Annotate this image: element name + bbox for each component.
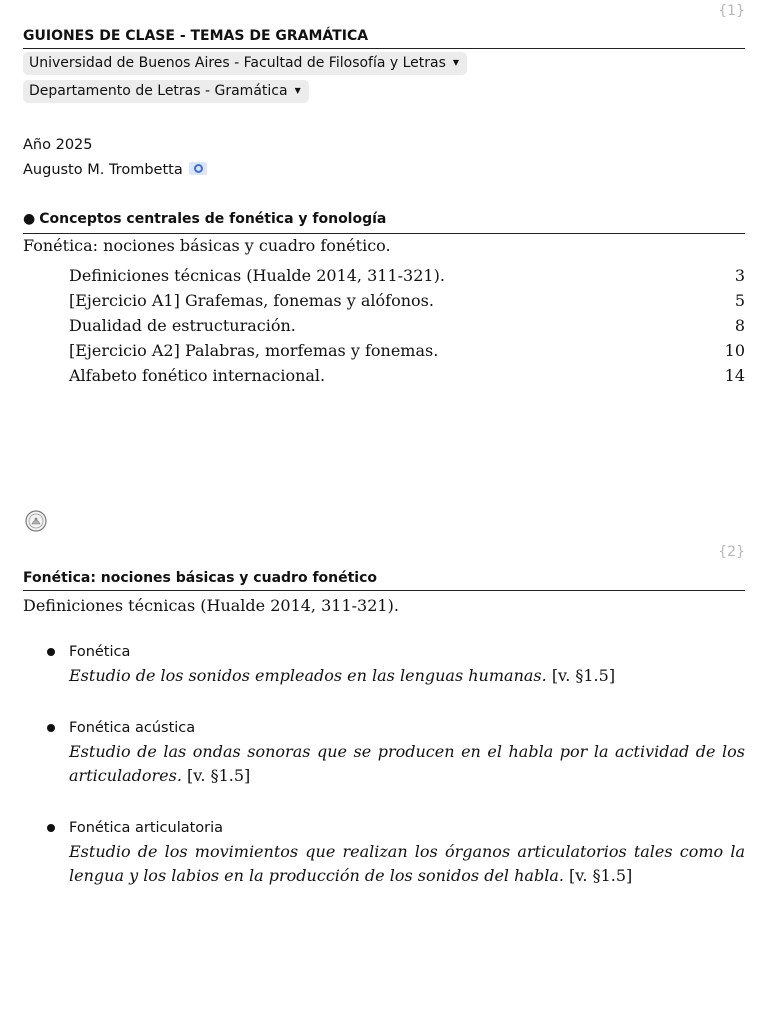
toc-entry[interactable] bbox=[69, 338, 745, 363]
section-subheading: Fonética: nociones básicas y cuadro fonético. bbox=[23, 236, 391, 255]
definition-reference: [v. §1.5] bbox=[187, 766, 251, 785]
toc-entry[interactable] bbox=[69, 363, 745, 388]
definition-list bbox=[23, 640, 745, 916]
section-heading bbox=[23, 210, 745, 234]
definition-description bbox=[69, 664, 745, 688]
definition-text: Estudio de las ondas sonoras que se producen en el habla por la actividad de los articuladores. bbox=[69, 742, 745, 785]
toc-entry-page: 3 bbox=[734, 266, 745, 285]
year: Año 2025 bbox=[23, 137, 93, 153]
definition-item bbox=[23, 816, 745, 888]
definition-description bbox=[69, 740, 745, 788]
department-chip[interactable] bbox=[23, 80, 309, 103]
bullet-icon bbox=[47, 724, 55, 732]
caret-down-icon: ▼ bbox=[452, 58, 460, 67]
page-title: Fonética: nociones básicas y cuadro fonético bbox=[23, 569, 745, 591]
definition-description bbox=[69, 840, 745, 888]
author-name: Augusto M. Trombetta bbox=[23, 162, 183, 178]
definition-term: Fonética articulatoria bbox=[69, 820, 224, 836]
toc-entry-title: Definiciones técnicas (Hualde 2014, 311-321). bbox=[69, 266, 445, 285]
toc-entry[interactable] bbox=[69, 263, 745, 288]
contact-icon[interactable] bbox=[189, 162, 207, 175]
toc-entry-page: 8 bbox=[734, 316, 745, 335]
toc-entry-page: 5 bbox=[734, 291, 745, 310]
toc-entry-page: 14 bbox=[724, 366, 745, 385]
toc-entry-title: Alfabeto fonético internacional. bbox=[69, 366, 326, 385]
university-chip-label: Universidad de Buenos Aires - Facultad de Filosofía y Letras bbox=[29, 55, 446, 71]
definition-text: Estudio de los movimientos que realizan los órganos articulatorios tales como la lengua y los labios en la producción de los sonidos del habla. bbox=[69, 842, 745, 885]
university-seal-icon bbox=[25, 510, 47, 532]
caret-down-icon: ▼ bbox=[294, 86, 301, 95]
toc-entry[interactable] bbox=[69, 288, 745, 313]
author-line bbox=[23, 160, 207, 180]
page-number: {1} bbox=[718, 3, 745, 19]
toc-entry-title: Dualidad de estructuración. bbox=[69, 316, 296, 335]
toc-entry-page: 10 bbox=[724, 341, 745, 360]
definition-item bbox=[23, 716, 745, 788]
definition-reference: [v. §1.5] bbox=[569, 866, 633, 885]
document-title: GUIONES DE CLASE - TEMAS DE GRAMÁTICA bbox=[23, 27, 745, 49]
definition-reference: [v. §1.5] bbox=[551, 666, 616, 685]
toc-entry[interactable] bbox=[69, 313, 745, 338]
university-chip[interactable] bbox=[23, 52, 467, 75]
toc-entry-title: [Ejercicio A1] Grafemas, fonemas y alófonos. bbox=[69, 291, 434, 310]
table-of-contents bbox=[69, 263, 745, 388]
section-heading-text: Conceptos centrales de fonética y fonología bbox=[39, 211, 387, 227]
bullet-icon: ● bbox=[23, 211, 36, 227]
department-chip-label: Departamento de Letras - Gramática bbox=[29, 83, 288, 99]
page-number: {2} bbox=[718, 544, 745, 560]
definition-term: Fonética acústica bbox=[69, 720, 196, 736]
bullet-icon bbox=[47, 648, 55, 656]
bullet-icon bbox=[47, 824, 55, 832]
definition-term: Fonética bbox=[69, 644, 131, 660]
toc-entry-title: [Ejercicio A2] Palabras, morfemas y fonemas. bbox=[69, 341, 439, 360]
section-subheading: Definiciones técnicas (Hualde 2014, 311-321). bbox=[23, 596, 399, 615]
definition-item bbox=[23, 640, 745, 688]
definition-text: Estudio de los sonidos empleados en las lenguas humanas. bbox=[69, 666, 547, 685]
